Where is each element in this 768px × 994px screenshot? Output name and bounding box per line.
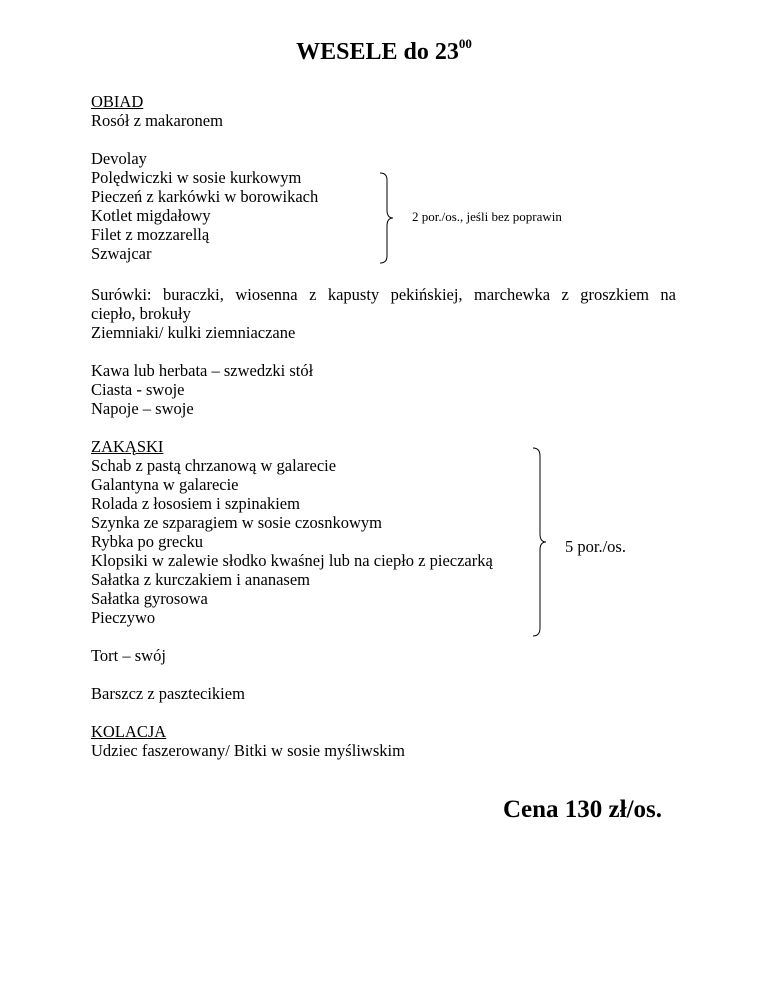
appetizer-item: Galantyna w galarecie — [91, 475, 239, 494]
title-superscript: 00 — [458, 36, 472, 51]
drinks-item: Napoje – swoje — [91, 399, 194, 418]
appetizer-item: Szynka ze szparagiem w sosie czosnkowym — [91, 513, 382, 532]
price-label: Cena 130 zł/os. — [503, 796, 663, 823]
main-dish-item: Pieczeń z karkówki w borowikach — [91, 187, 319, 206]
main-dish-item: Devolay — [91, 149, 147, 168]
appetizer-item: Schab z pastą chrzanową w galarecie — [91, 456, 337, 475]
appetizer-item: Pieczywo — [91, 608, 156, 627]
potatoes-item: Ziemniaki/ kulki ziemniaczane — [91, 323, 296, 342]
section-heading-obiad: OBIAD — [91, 92, 144, 111]
page-title — [0, 36, 768, 66]
title-text: WESELE do 23 — [296, 39, 459, 65]
appetizer-item: Rybka po grecku — [91, 532, 204, 551]
appetizer-item: Klopsiki w zalewie słodko kwaśnej lub na ciepło z pieczarką — [91, 551, 493, 570]
section-heading-kolacja: KOLACJA — [91, 722, 167, 741]
main-dish-item: Kotlet migdałowy — [91, 206, 211, 225]
main-dish-item: Polędwiczki w sosie kurkowym — [91, 168, 302, 187]
supper-item: Udziec faszerowany/ Bitki w sosie myśliwskim — [91, 741, 405, 760]
section-heading-zakaski: ZAKĄSKI — [91, 437, 164, 456]
brace-icon — [378, 172, 398, 264]
cakes-item: Ciasta - swoje — [91, 380, 185, 399]
appetizer-item: Sałatka z kurczakiem i ananasem — [91, 570, 310, 589]
barszcz-item: Barszcz z pasztecikiem — [91, 684, 245, 703]
coffee-item: Kawa lub herbata – szwedzki stół — [91, 361, 314, 380]
main-dish-item: Szwajcar — [91, 244, 152, 263]
appetizer-item: Rolada z łososiem i szpinakiem — [91, 494, 300, 513]
tort-item: Tort – swój — [91, 646, 166, 665]
appetizer-item: Sałatka gyrosowa — [91, 589, 208, 608]
brace-icon — [531, 447, 553, 637]
salads-line-2: ciepło, brokuły — [91, 304, 191, 323]
main-dish-item: Filet z mozzarellą — [91, 225, 210, 244]
mains-portion-note: 2 por./os., jeśli bez poprawin — [412, 209, 562, 224]
appetizers-portion-note: 5 por./os. — [565, 537, 626, 556]
soup-item: Rosół z makaronem — [91, 111, 223, 130]
salads-line-1: Surówki: buraczki, wiosenna z kapusty pekińskiej, marchewka z groszkiem na — [91, 285, 676, 304]
